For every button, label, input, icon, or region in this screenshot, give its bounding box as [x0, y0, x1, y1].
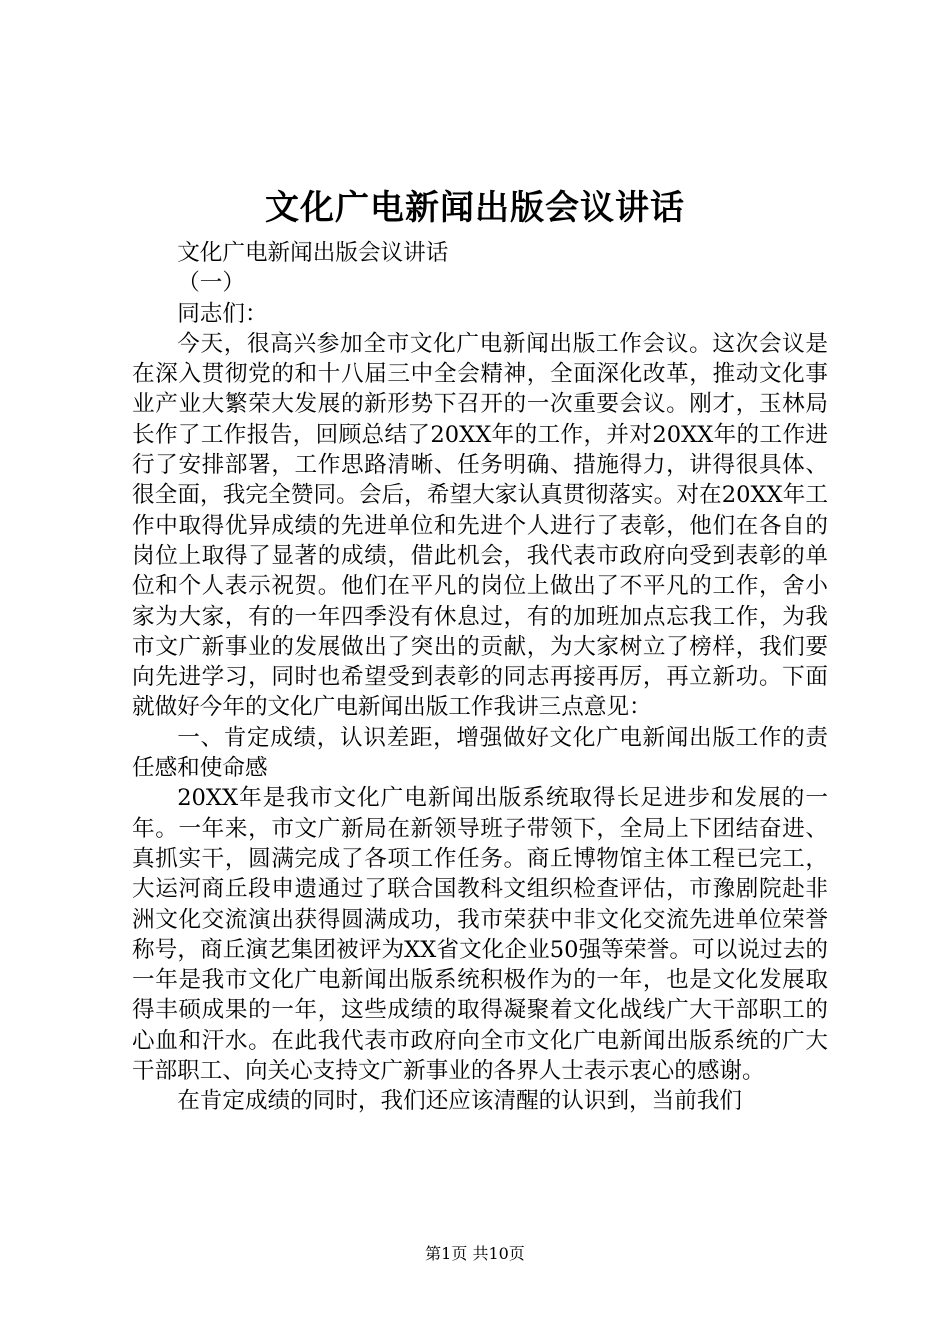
paragraph-achievements: 20XX年是我市文化广电新闻出版系统取得长足进步和发展的一年。一年来，市文广新局在新领导班子带领下，全局上下团结奋进、真抓实干，圆满完成了各项工作任务。商丘博物馆主体工程已完工，大运河商丘段申遗通过了联合国教科文组织检查评估，市豫剧院赴非洲文化交流演出获得圆满成功，我市荣获中非文化交流先进单位荣誉称号，商丘演艺集团被评为XX省文化企业50强等荣誉。可以说过去的一年是我市文化广电新闻出版系统积极作为的一年，也是文化发展取得丰硕成果的一年，这些成绩的取得凝聚着文化战线广大干部职工的心血和汗水。在此我代表市政府向全市文化广电新闻出版系统的广大干部职工、向关心支持文广新事业的各界人士表示衷心的感谢。 [132, 785, 828, 1085]
paragraph-subtitle: 文化广电新闻出版会议讲话 [177, 240, 449, 266]
document-body [132, 238, 828, 1117]
paragraph-heading-one: 一、肯定成绩，认识差距，增强做好文化广电新闻出版工作的责任感和使命感 [132, 724, 828, 782]
document-title: 文化广电新闻出版会议讲话 [265, 188, 685, 228]
paragraph-continuation: 在肯定成绩的同时，我们还应该清醒的认识到，当前我们 [177, 1088, 743, 1115]
paragraph-salutation: 同志们： [177, 300, 268, 327]
page-number-footer: 第1页 共10页 [425, 1244, 525, 1263]
paragraph-section-number: （一） [177, 270, 245, 297]
paragraph-opening: 今天，很高兴参加全市文化广电新闻出版工作会议。这次会议是在深入贯彻党的和十八届三中全会精神，全面深化改革，推动文化事业产业大繁荣大发展的新形势下召开的一次重要会议。刚才，玉林局长作了工作报告，回顾总结了20XX年的工作，并对20XX年的工作进行了安排部署，工作思路清晰、任务明确、措施得力，讲得很具体、很全面，我完全赞同。会后，希望大家认真贯彻落实。对在20XX年工作中取得优异成绩的先进单位和先进个人进行了表彰，他们在各自的岗位上取得了显著的成绩，借此机会，我代表市政府向受到表彰的单位和个人表示祝贺。他们在平凡的岗位上做出了不平凡的工作，舍小家为大家，有的一年四季没有休息过，有的加班加点忘我工作，为我市文广新事业的发展做出了突出的贡献，为大家树立了榜样，我们要向先进学习，同时也希望受到表彰的同志再接再厉，再立新功。下面就做好今年的文化广电新闻出版工作我讲三点意见： [132, 330, 828, 721]
